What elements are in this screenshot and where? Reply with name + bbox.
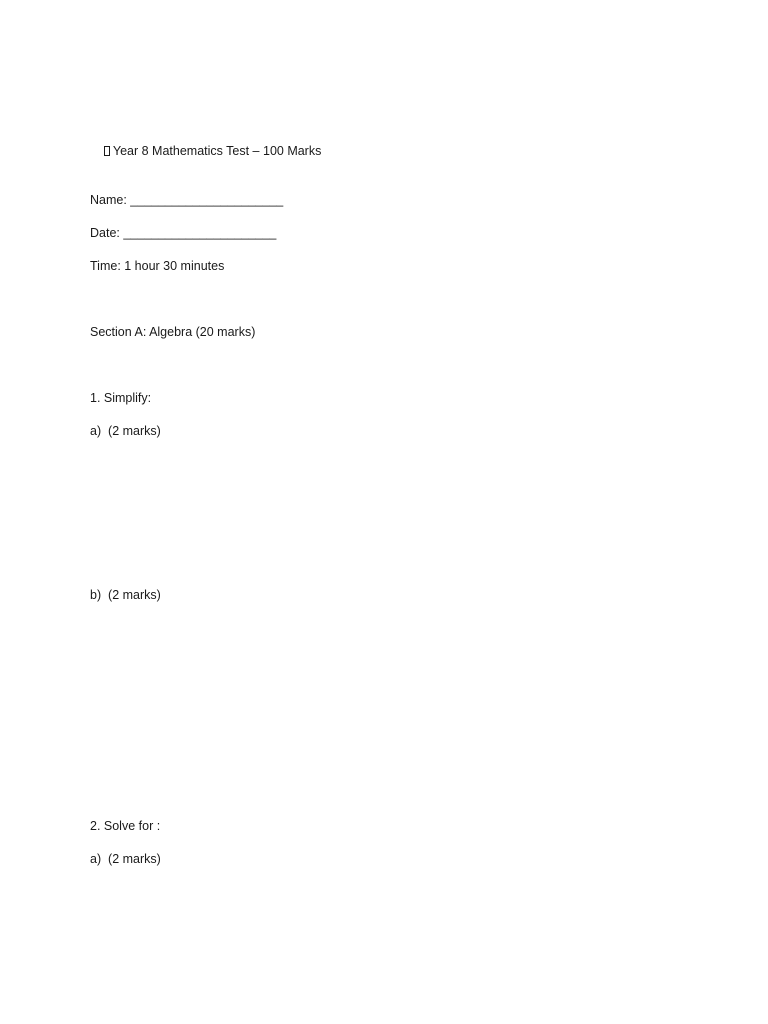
- question-2-prompt: 2. Solve for :: [90, 819, 161, 833]
- missing-glyph-icon: [104, 146, 110, 156]
- date-field-line: Date: ______________________: [90, 226, 277, 240]
- question-1b-label: b) (2 marks): [90, 588, 161, 602]
- document-title-text: Year 8 Mathematics Test – 100 Marks: [112, 144, 322, 158]
- section-a-heading: Section A: Algebra (20 marks): [90, 325, 256, 339]
- question-1-prompt: 1. Simplify:: [90, 391, 152, 405]
- time-allowed: Time: 1 hour 30 minutes: [90, 259, 225, 273]
- question-1a-label: a) (2 marks): [90, 424, 161, 438]
- name-field-line: Name: ______________________: [90, 193, 284, 207]
- question-2a-label: a) (2 marks): [90, 852, 161, 866]
- document-title: [90, 127, 321, 175]
